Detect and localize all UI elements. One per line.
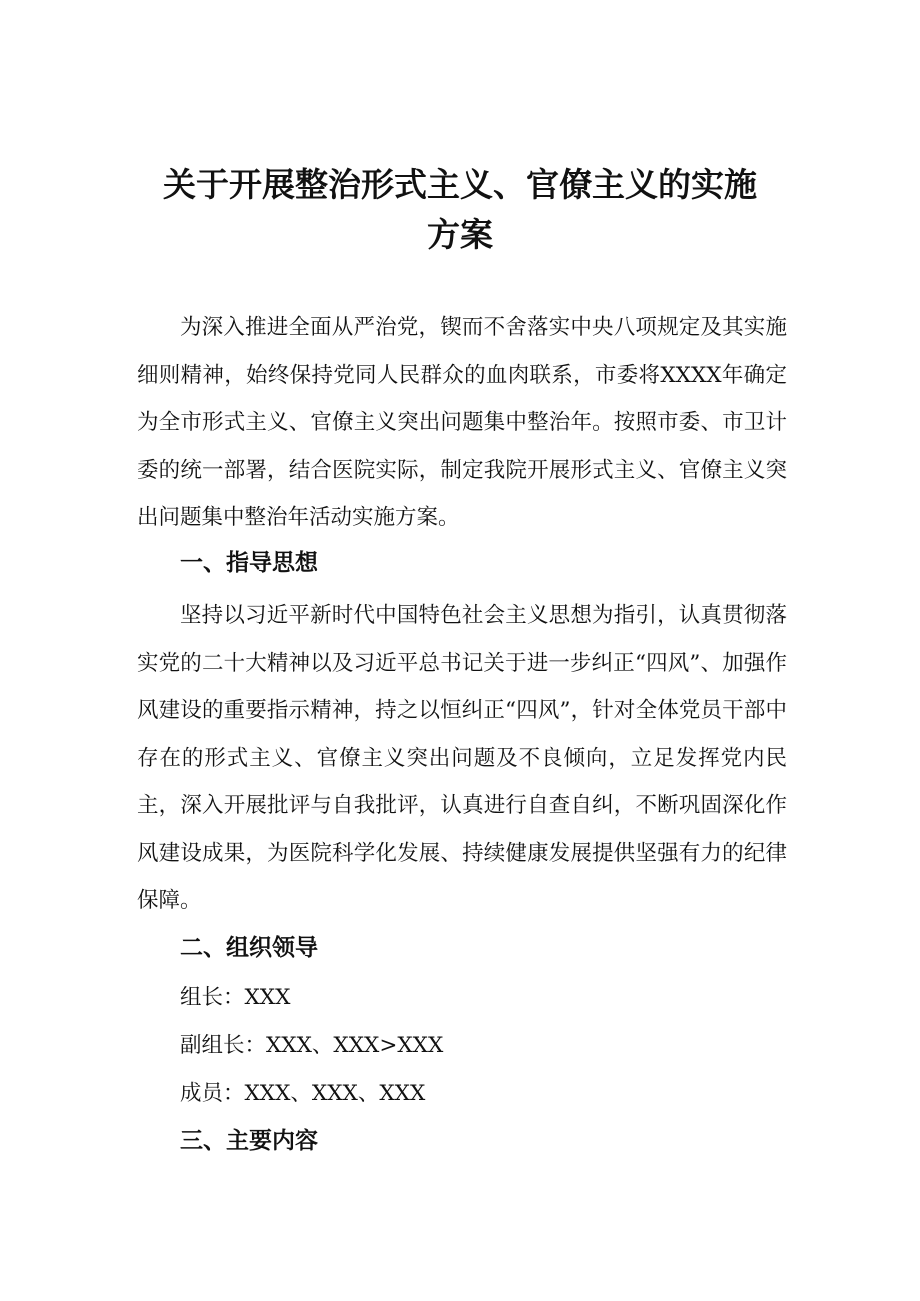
document-title-line-2: 方案 (427, 215, 493, 254)
intro-paragraph: 为深入推进全面从严治党，锲而不舍落实中央八项规定及其实施细则精神，始终保持党同人民群众的血肉联系，市委将XXXX年确定为全市形式主义、官僚主义突出问题集中整治年。按照市委、市卫计委的统一部署，结合医院实际，制定我院开展形式主义、官僚主义突出问题集中整治年活动实施方案。 (137, 315, 787, 530)
section-heading-organization: 二、组织领导 (180, 935, 318, 961)
section-heading-main-content: 三、主要内容 (180, 1128, 318, 1154)
document-title-line-1: 关于开展整治形式主义、官僚主义的实施 (163, 165, 757, 204)
team-leader: 组长：XXX (180, 985, 291, 1010)
deputy-leaders: 副组长：XXX、XXX>XXX (180, 1033, 444, 1058)
team-members: 成员：XXX、XXX、XXX (180, 1081, 426, 1106)
guiding-ideology-paragraph: 坚持以习近平新时代中国特色社会主义思想为指引，认真贯彻落实党的二十大精神以及习近平总书记关于进一步纠正“四风”、加强作风建设的重要指示精神，持之以恒纠正“四风”，针对全体党员干部中存在的形式主义、官僚主义突出问题及不良倾向，立足发挥党内民主，深入开展批评与自我批评，认真进行自查自纠，不断巩固深化作风建设成果，为医院科学化发展、持续健康发展提供坚强有力的纪律保障。 (137, 603, 787, 913)
section-heading-guiding-ideology: 一、指导思想 (180, 550, 318, 576)
